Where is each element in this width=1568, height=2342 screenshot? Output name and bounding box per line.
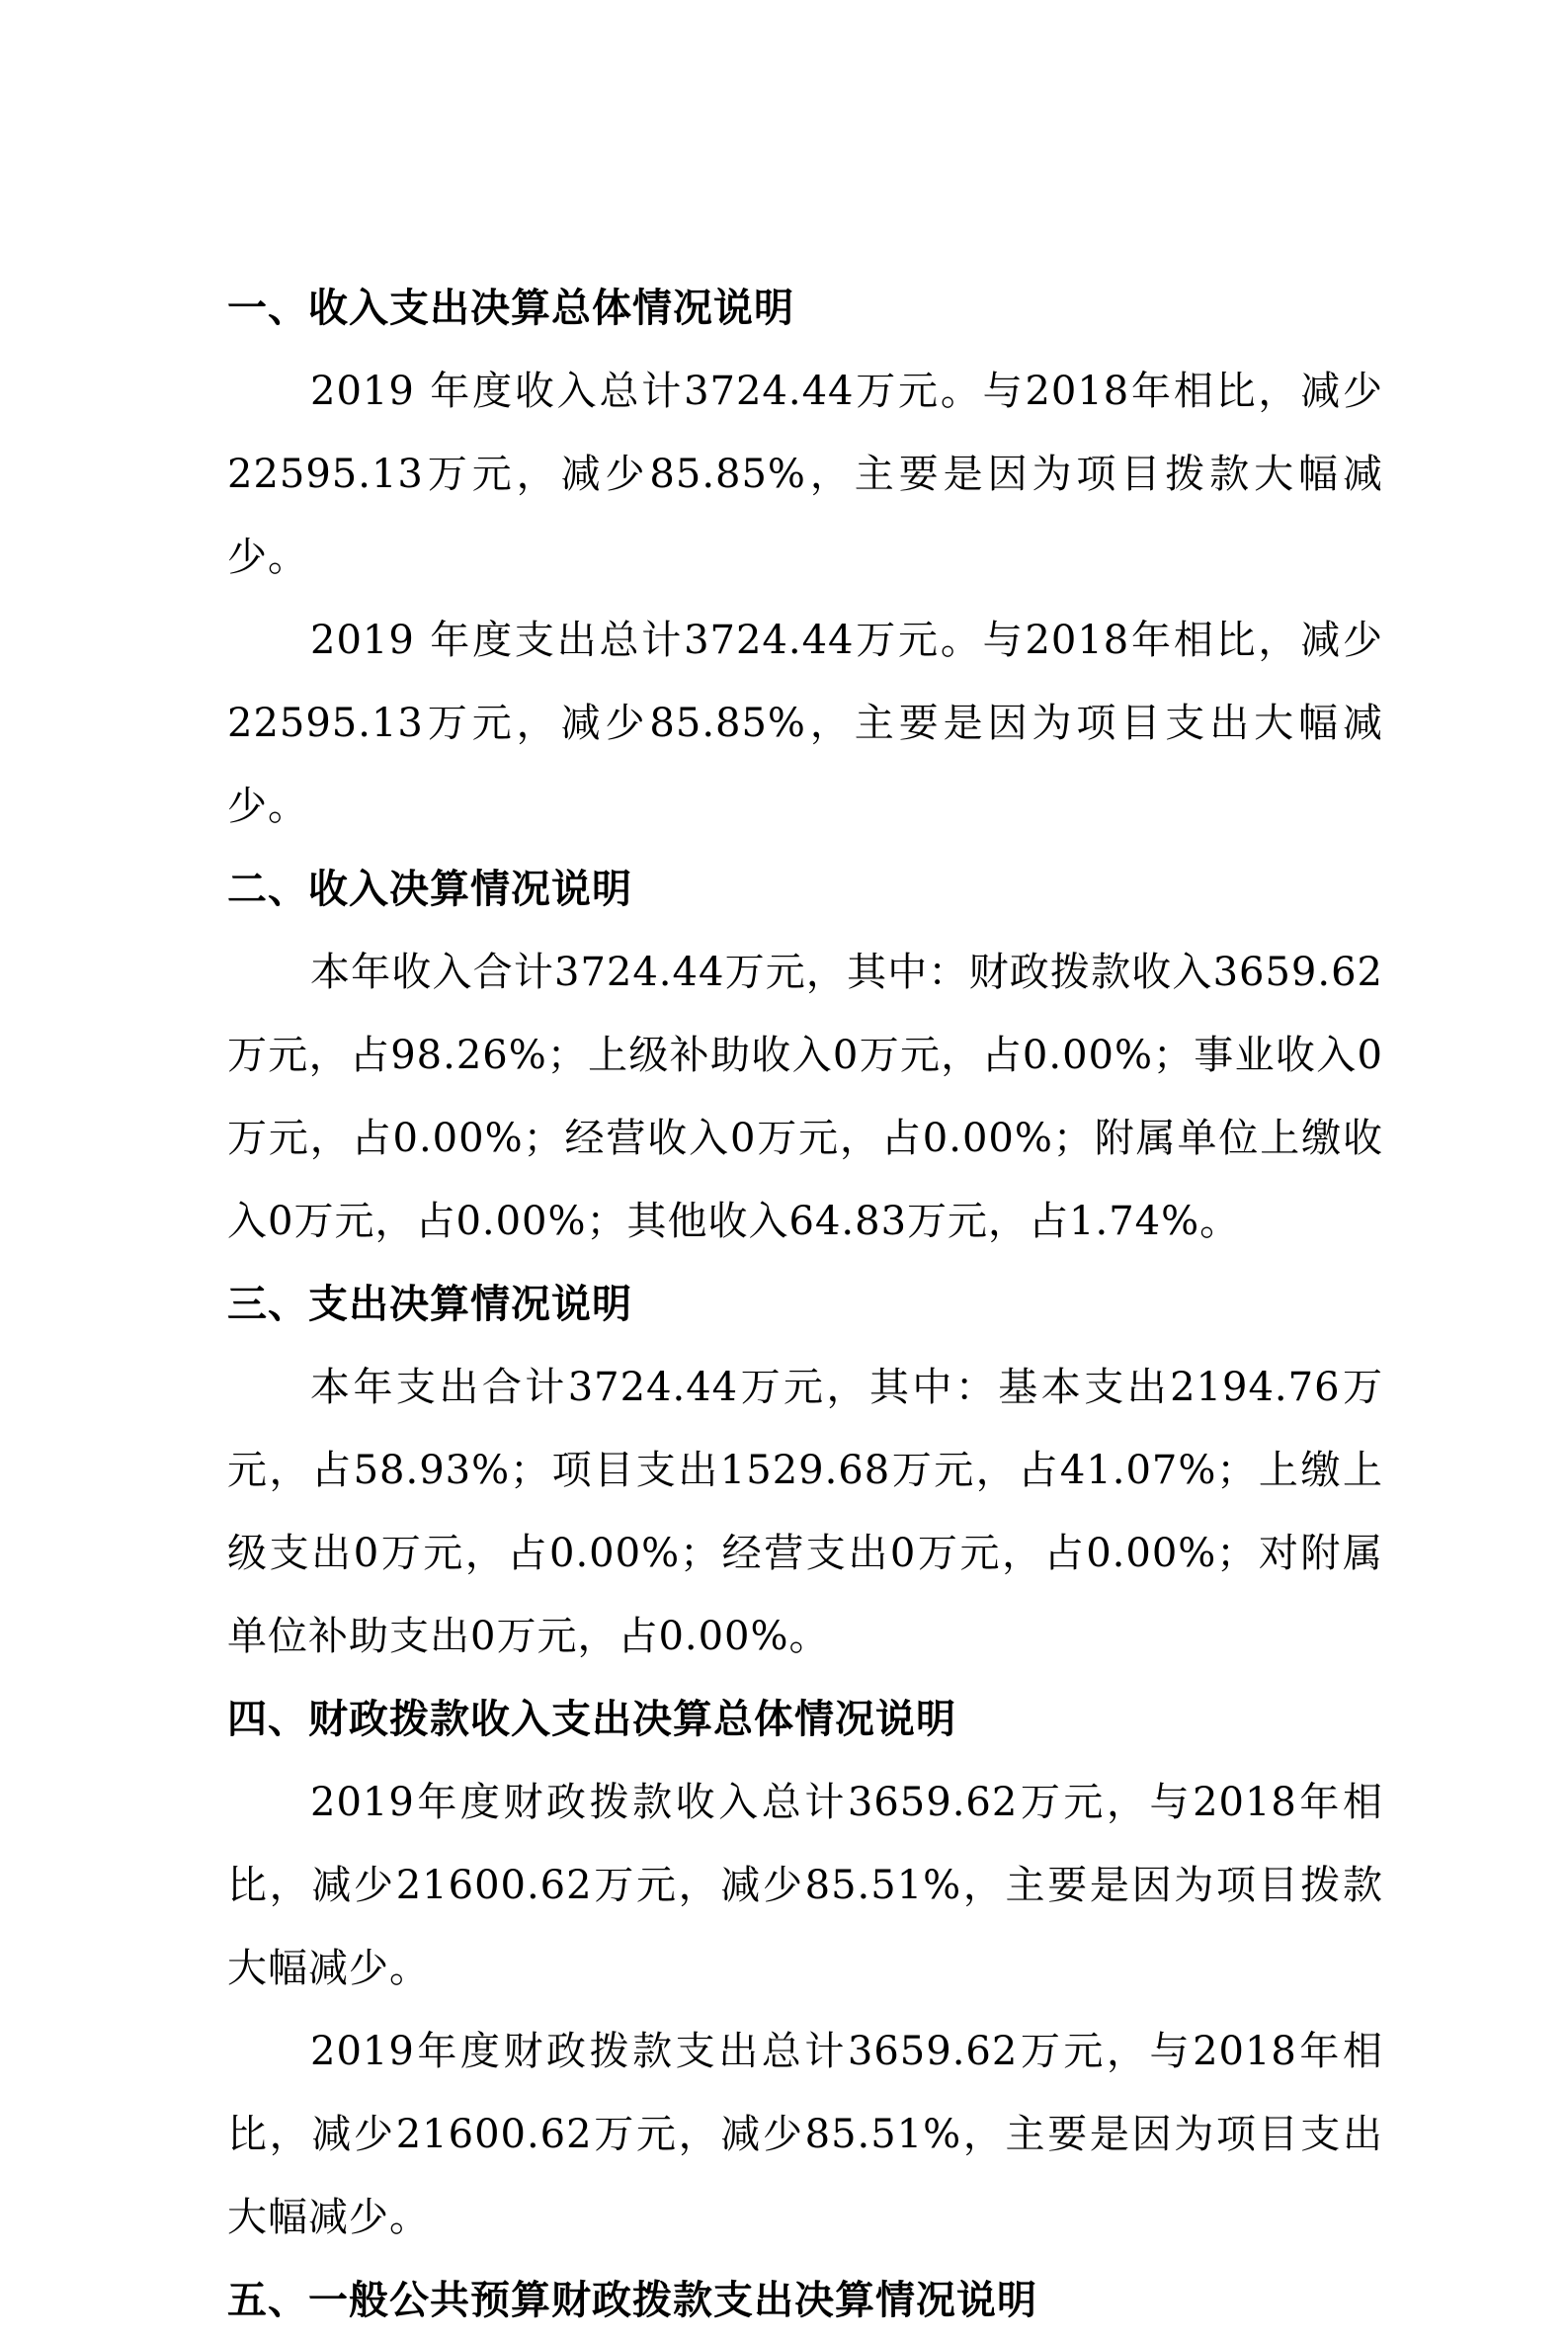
section-heading-3: 三、支出决算情况说明 <box>227 1282 632 1327</box>
section-heading-2: 二、收入决算情况说明 <box>227 867 632 912</box>
section-1-paragraph-2: 2019 年度支出总计3724.44万元。与2018年相比，减少22595.13万元，减少85.85%，主要是因为项目支出大幅减少。 <box>227 618 1383 829</box>
section-3-paragraph-1: 本年支出合计3724.44万元，其中：基本支出2194.76万元，占58.93%；项目支出1529.68万元，占41.07%；上缴上级支出0万元，占0.00%；经营支出0万元，占0.00%；对附属单位补助支出0万元，占0.00%。 <box>227 1365 1383 1659</box>
section-1-paragraph-1: 2019 年度收入总计3724.44万元。与2018年相比，减少22595.13万元，减少85.85%，主要是因为项目拨款大幅减少。 <box>227 369 1383 580</box>
section-4-paragraph-2: 2019年度财政拨款支出总计3659.62万元，与2018年相比，减少21600.62万元，减少85.51%，主要是因为项目支出大幅减少。 <box>227 2029 1383 2240</box>
section-heading-5: 五、一般公共预算财政拨款支出决算情况说明 <box>227 2278 1037 2323</box>
section-4-paragraph-1: 2019年度财政拨款收入总计3659.62万元，与2018年相比，减少21600.62万元，减少85.51%，主要是因为项目拨款大幅减少。 <box>227 1780 1383 1991</box>
section-heading-1: 一、收入支出决算总体情况说明 <box>227 286 794 331</box>
section-2-paragraph-1: 本年收入合计3724.44万元，其中：财政拨款收入3659.62万元，占98.26%；上级补助收入0万元，占0.00%；事业收入0万元，占0.00%；经营收入0万元，占0.00%；附属单位上缴收入0万元，占0.00%；其他收入64.83万元，占1.74%。 <box>227 950 1383 1244</box>
section-heading-4: 四、财政拨款收入支出决算总体情况说明 <box>227 1697 956 1742</box>
document-body <box>227 267 1383 2342</box>
